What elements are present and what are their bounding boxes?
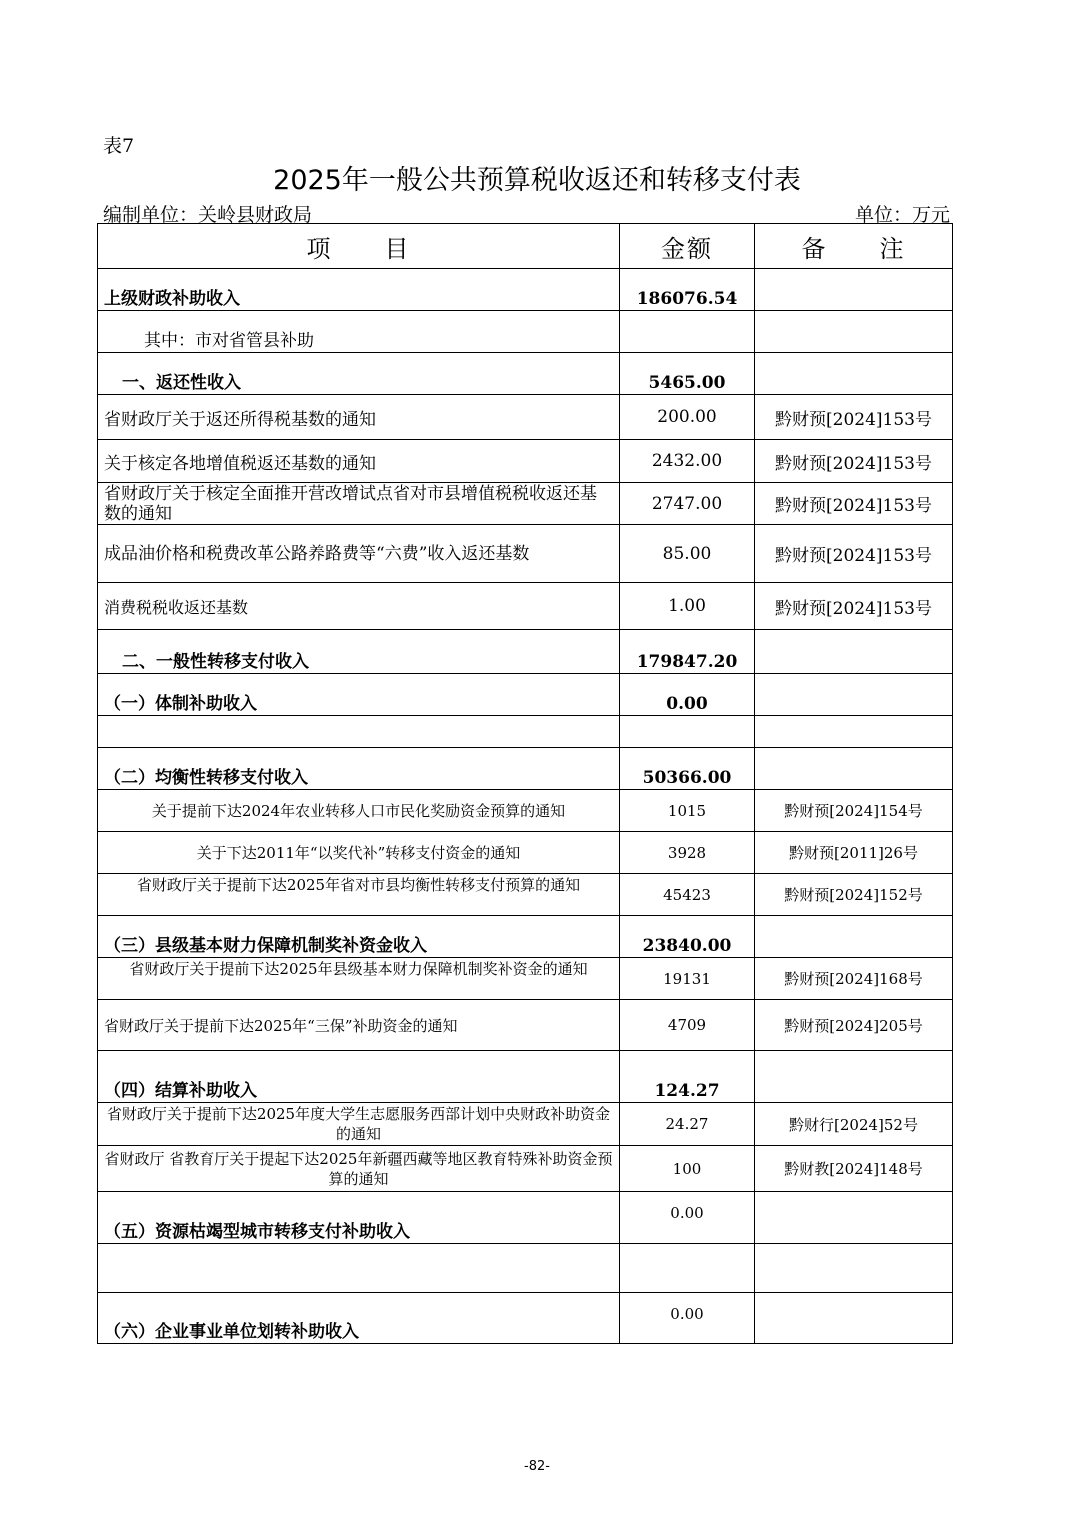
table-row: [98, 716, 953, 748]
row-note: 黔财预[2024]152号: [755, 874, 953, 916]
row-item: 省财政厅关于提前下达2025年“三保”补助资金的通知: [98, 1000, 620, 1051]
row-note: [755, 311, 953, 353]
row-item: 关于下达2011年“以奖代补”转移支付资金的通知: [98, 832, 620, 874]
row-item-text: 省财政厅关于提前下达2025年县级基本财力保障机制奖补资金的通知: [129, 959, 588, 978]
column-header-note: 备 注: [755, 224, 953, 269]
row-amount: 5465.00: [620, 353, 755, 395]
row-note: 黔财预[2024]153号: [755, 483, 953, 525]
row-note: 黔财预[2024]153号: [755, 440, 953, 483]
row-note: [755, 353, 953, 395]
row-amount: 124.27: [620, 1051, 755, 1103]
table-row: [98, 269, 953, 311]
row-amount: 19131: [620, 958, 755, 1000]
table-row: [98, 1293, 953, 1344]
row-item-text: 省财政厅关于提前下达2025年省对市县均衡性转移支付预算的通知: [136, 875, 581, 894]
row-amount: 2432.00: [620, 440, 755, 483]
row-item: 一、返还性收入: [98, 353, 620, 395]
row-amount: [620, 311, 755, 353]
row-amount: 1.00: [620, 583, 755, 630]
row-amount: 0.00: [620, 1192, 755, 1244]
row-item: 省财政厅关于返还所得税基数的通知: [98, 395, 620, 440]
table-row: [98, 958, 953, 1000]
row-item: 省财政厅 省教育厅关于提起下达2025年新疆西藏等地区教育特殊补助资金预算的通知: [98, 1146, 620, 1192]
row-amount: 85.00: [620, 525, 755, 583]
table-row: [98, 748, 953, 790]
table-row: [98, 353, 953, 395]
row-note: [755, 630, 953, 674]
row-note: 黔财预[2024]153号: [755, 583, 953, 630]
row-note: [755, 1244, 953, 1293]
row-item: [98, 483, 620, 525]
table-row: [98, 440, 953, 483]
row-item: （五）资源枯竭型城市转移支付补助收入: [98, 1192, 620, 1244]
row-item: （三）县级基本财力保障机制奖补资金收入: [98, 916, 620, 958]
table-row: [98, 1000, 953, 1051]
row-item: [98, 958, 620, 1000]
row-amount: [620, 716, 755, 748]
row-note: [755, 748, 953, 790]
row-item: 关于核定各地增值税返还基数的通知: [98, 440, 620, 483]
row-amount: 50366.00: [620, 748, 755, 790]
row-item: 消费税税收返还基数: [98, 583, 620, 630]
row-amount: [620, 1244, 755, 1293]
page-number: -82-: [524, 1459, 550, 1474]
row-note: 黔财预[2011]26号: [755, 832, 953, 874]
row-note: [755, 269, 953, 311]
row-item: （二）均衡性转移支付收入: [98, 748, 620, 790]
row-amount: 24.27: [620, 1103, 755, 1146]
row-note: [755, 916, 953, 958]
row-item: 关于提前下达2024年农业转移人口市民化奖励资金预算的通知: [98, 790, 620, 832]
row-item: （四）结算补助收入: [98, 1051, 620, 1103]
row-amount: 2747.00: [620, 483, 755, 525]
table-header-row: [98, 224, 953, 269]
row-item: 成品油价格和税费改革公路养路费等“六费”收入返还基数: [98, 525, 620, 583]
compiling-unit: 编制单位：关岭县财政局: [103, 204, 313, 226]
table-row: [98, 311, 953, 353]
row-note: 黔财预[2024]153号: [755, 525, 953, 583]
row-note: [755, 1293, 953, 1344]
table-row: [98, 525, 953, 583]
row-item: [98, 716, 620, 748]
row-note: 黔财预[2024]154号: [755, 790, 953, 832]
row-amount: 45423: [620, 874, 755, 916]
table-row: [98, 832, 953, 874]
table-tag: 表7: [103, 135, 135, 157]
table-row: [98, 583, 953, 630]
row-amount: 23840.00: [620, 916, 755, 958]
row-item: （六）企业事业单位划转补助收入: [98, 1293, 620, 1344]
row-item: [98, 1103, 620, 1146]
table-row: [98, 916, 953, 958]
row-note: [755, 1192, 953, 1244]
table-row: [98, 395, 953, 440]
row-amount: 4709: [620, 1000, 755, 1051]
table-row: [98, 674, 953, 716]
row-note: [755, 716, 953, 748]
page-title: 2025年一般公共预算税收返还和转移支付表: [273, 165, 801, 196]
row-item: （一）体制补助收入: [98, 674, 620, 716]
row-note: 黔财预[2024]153号: [755, 395, 953, 440]
table-row: [98, 630, 953, 674]
row-item: 二、一般性转移支付收入: [98, 630, 620, 674]
row-amount: 179847.20: [620, 630, 755, 674]
table-row: [98, 874, 953, 916]
currency-unit: 单位：万元: [854, 204, 950, 226]
row-note: [755, 674, 953, 716]
table-row: [98, 1244, 953, 1293]
row-item-text: 省财政厅关于核定全面推开营改增试点省对市县增值税税收返还基数的通知: [104, 483, 597, 524]
row-note: 黔财预[2024]168号: [755, 958, 953, 1000]
table-row: [98, 1192, 953, 1244]
column-header-amount: 金额: [620, 224, 755, 269]
table-row: [98, 790, 953, 832]
row-amount: 100: [620, 1146, 755, 1192]
table-row: [98, 1146, 953, 1192]
row-item: [98, 1244, 620, 1293]
row-note: 黔财行[2024]52号: [755, 1103, 953, 1146]
table-row: [98, 483, 953, 525]
row-note: 黔财预[2024]205号: [755, 1000, 953, 1051]
row-item: [98, 874, 620, 916]
row-note: 黔财教[2024]148号: [755, 1146, 953, 1192]
column-header-item: 项 目: [98, 224, 620, 269]
row-amount: 0.00: [620, 1293, 755, 1344]
table-row: [98, 1051, 953, 1103]
row-item: 上级财政补助收入: [98, 269, 620, 311]
row-amount: 3928: [620, 832, 755, 874]
row-amount: 0.00: [620, 674, 755, 716]
row-amount: 186076.54: [620, 269, 755, 311]
row-item-text: 省财政厅关于提前下达2025年度大学生志愿服务西部计划中央财政补助资金的通知: [106, 1105, 611, 1143]
row-note: [755, 1051, 953, 1103]
table-row: [98, 1103, 953, 1146]
row-amount: 200.00: [620, 395, 755, 440]
budget-table: [97, 223, 953, 1344]
row-amount: 1015: [620, 790, 755, 832]
row-item: 其中：市对省管县补助: [98, 311, 620, 353]
